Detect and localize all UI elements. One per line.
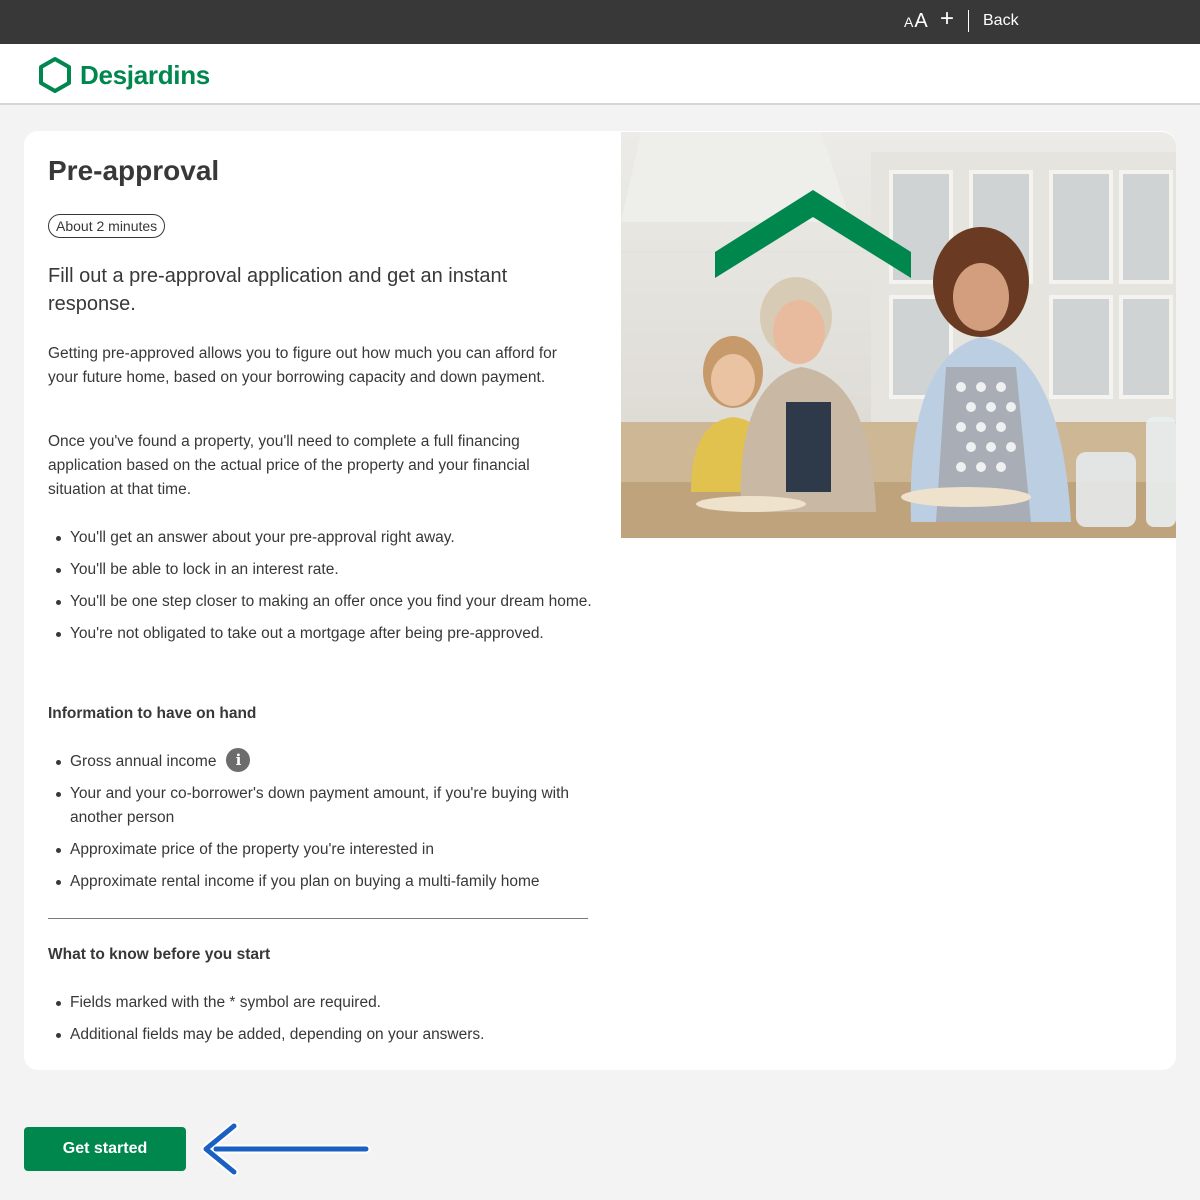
know-list bbox=[48, 991, 593, 1055]
zoom-in-icon[interactable]: + bbox=[940, 5, 955, 32]
pre-approval-card bbox=[24, 131, 1176, 1070]
list-item: Additional fields may be added, depending on your answers. bbox=[48, 1023, 593, 1047]
back-link[interactable]: Back bbox=[983, 12, 1019, 29]
top-utility-bar bbox=[0, 0, 1200, 44]
hero-photo bbox=[621, 132, 1176, 538]
kitchen-family-photo bbox=[621, 132, 1176, 538]
section-divider bbox=[48, 918, 588, 919]
font-size-large-icon: A bbox=[914, 10, 928, 32]
info-icon[interactable]: i bbox=[226, 748, 250, 772]
topbar-divider bbox=[968, 10, 969, 32]
list-item: You'll be one step closer to making an offer once you find your dream home. bbox=[48, 590, 593, 614]
lead-text: Fill out a pre-approval application and get an instant response. bbox=[48, 265, 508, 315]
list-item-label: Gross annual income bbox=[70, 753, 217, 771]
list-item: You'll get an answer about your pre-approval right away. bbox=[48, 526, 593, 550]
know-heading: What to know before you start bbox=[48, 946, 271, 963]
arrow-left-icon bbox=[194, 1118, 374, 1180]
financing-paragraph: Once you've found a property, you'll need to complete a full financing application based on the actual price of the property and your financial situation at that time. bbox=[48, 433, 530, 498]
font-size-small-icon: A bbox=[904, 14, 914, 30]
info-list bbox=[48, 750, 593, 902]
list-item: You're not obligated to take out a mortgage after being pre-approved. bbox=[48, 622, 593, 646]
benefits-list bbox=[48, 526, 593, 654]
brand-name: Desjardins bbox=[80, 59, 210, 90]
hexagon-logo-icon bbox=[38, 56, 72, 94]
list-item: Approximate rental income if you plan on buying a multi-family home bbox=[48, 870, 593, 894]
font-size-toggle[interactable] bbox=[904, 10, 928, 33]
get-started-button[interactable]: Get started bbox=[24, 1127, 186, 1171]
list-item: Your and your co-borrower's down payment amount, if you're buying with another person bbox=[48, 782, 593, 830]
brand-logo[interactable] bbox=[38, 56, 210, 94]
duration-badge: About 2 minutes bbox=[48, 214, 165, 238]
page-title: Pre-approval bbox=[48, 155, 220, 186]
list-item: Approximate price of the property you're interested in bbox=[48, 838, 593, 862]
list-item bbox=[48, 750, 593, 774]
list-item: You'll be able to lock in an interest rate. bbox=[48, 558, 593, 582]
intro-paragraph: Getting pre-approved allows you to figure out how much you can afford for your future home, based on your borrowing capacity and down payment. bbox=[48, 345, 557, 386]
list-item: Fields marked with the * symbol are required. bbox=[48, 991, 593, 1015]
info-heading: Information to have on hand bbox=[48, 705, 257, 722]
site-header bbox=[0, 44, 1200, 105]
